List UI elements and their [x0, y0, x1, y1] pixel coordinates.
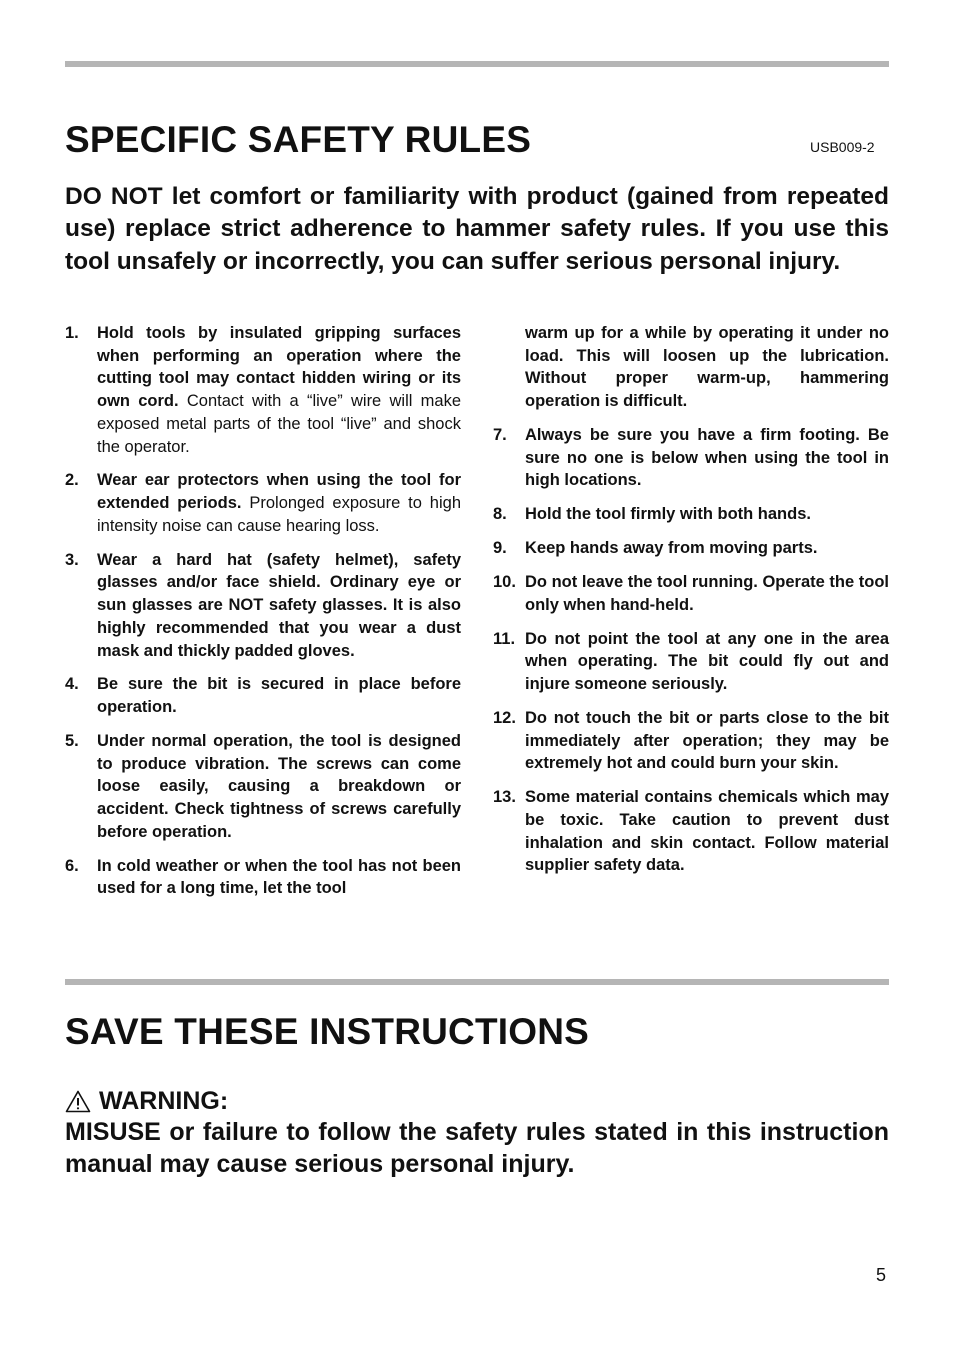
rule-normal-text: Contact with a “live” wire will make exposed metal parts of the tool “live” and shock the operator.	[97, 392, 462, 456]
rule-normal-text: Prolonged exposure to high intensity noise can cause hearing loss.	[97, 494, 461, 535]
rules-right-column	[493, 322, 889, 888]
rules-left-column	[65, 322, 461, 911]
rule-bold-text: Do not leave the tool running. Operate the tool only when hand-held.	[525, 573, 889, 614]
rule-bold-text: Some material contains chemicals which may be toxic. Take caution to prevent dust inhalation and skin contact. Follow material supplier safety data.	[525, 788, 889, 875]
rule-item	[65, 673, 461, 718]
rule-number: 10.	[493, 573, 516, 592]
section-title: SPECIFIC SAFETY RULES	[65, 119, 532, 160]
rule-number: 12.	[493, 708, 516, 727]
rule-bold-text: Keep hands away from moving parts.	[525, 539, 818, 558]
warning-triangle-icon	[65, 1090, 91, 1113]
rule-bold-text: Hold the tool firmly with both hands.	[525, 505, 811, 524]
warning-text: MISUSE or failure to follow the safety rules stated in this instruction manual may cause serious personal injury.	[65, 1118, 889, 1178]
rule-item	[65, 855, 461, 900]
rule-number: 3.	[65, 550, 79, 569]
rule-number: 4.	[65, 675, 79, 694]
rule-item	[493, 786, 889, 877]
rule-number: 11.	[493, 629, 516, 648]
rule-item	[493, 707, 889, 775]
rule-item	[493, 537, 889, 560]
rule-item	[65, 322, 461, 458]
top-divider	[65, 61, 889, 67]
middle-divider	[65, 979, 889, 985]
rule-bold-text: Under normal operation, the tool is designed to produce vibration. The screws can come loose easily, causing a breakdown or accident. Check tightness of screws carefully before operation.	[97, 732, 461, 841]
rule-continuation	[493, 322, 889, 413]
rule-bold-text: warm up for a while by operating it under no load. This will loosen up the lubrication. Without proper warm-up, hammering operation is difficult.	[525, 324, 889, 411]
warning-heading	[65, 1087, 228, 1116]
rule-bold-text: Be sure the bit is secured in place before operation.	[97, 675, 461, 717]
rule-item	[65, 469, 461, 537]
rule-number: 9.	[493, 539, 507, 558]
rule-bold-text: Do not touch the bit or parts close to the bit immediately after operation; they may be extremely hot and could burn your skin.	[525, 708, 889, 773]
document-code: USB009-2	[810, 139, 875, 155]
rule-bold-text: In cold weather or when the tool has not been used for a long time, let the tool	[97, 856, 461, 898]
page-number: 5	[876, 1265, 887, 1285]
rule-bold-text: Always be sure you have a firm footing. Be sure no one is below when using the tool in high locations.	[525, 426, 889, 490]
rule-bold-text: Wear ear protectors when using the tool for extended periods.	[97, 471, 461, 513]
intro-warning: DO NOT let comfort or familiarity with product (gained from repeated use) replace strict adherence to hammer safety rules. If you use this tool unsafely or incorrectly, you can suffer serious personal injury.	[65, 183, 889, 275]
rule-item	[493, 424, 889, 492]
rule-item	[493, 571, 889, 616]
rule-item	[493, 628, 889, 696]
rule-number: 2.	[65, 471, 79, 490]
warning-label: WARNING:	[99, 1087, 229, 1115]
rule-item	[493, 503, 889, 526]
rule-number: 13.	[493, 788, 516, 807]
rule-number: 7.	[493, 426, 507, 444]
rule-number: 5.	[65, 732, 79, 750]
rule-number: 6.	[65, 856, 79, 875]
rule-bold-text: Wear a hard hat (safety helmet), safety glasses and/or face shield. Ordinary eye or sun glasses are NOT safety glasses. It is also highly recommended that you wear a dust mask and thickly padded gloves.	[97, 550, 461, 660]
rule-item	[65, 730, 461, 844]
rule-bold-text: Hold tools by insulated gripping surfaces when performing an operation where the cutting tool may contact hidden wiring or its own cord.	[97, 324, 461, 411]
save-instructions-title: SAVE THESE INSTRUCTIONS	[65, 1011, 590, 1052]
rule-item	[65, 549, 461, 663]
rule-bold-text: Do not point the tool at any one in the area when operating. The bit could fly out and injure someone seriously.	[525, 629, 889, 694]
rule-number: 1.	[65, 324, 79, 342]
rule-number: 8.	[493, 505, 507, 524]
